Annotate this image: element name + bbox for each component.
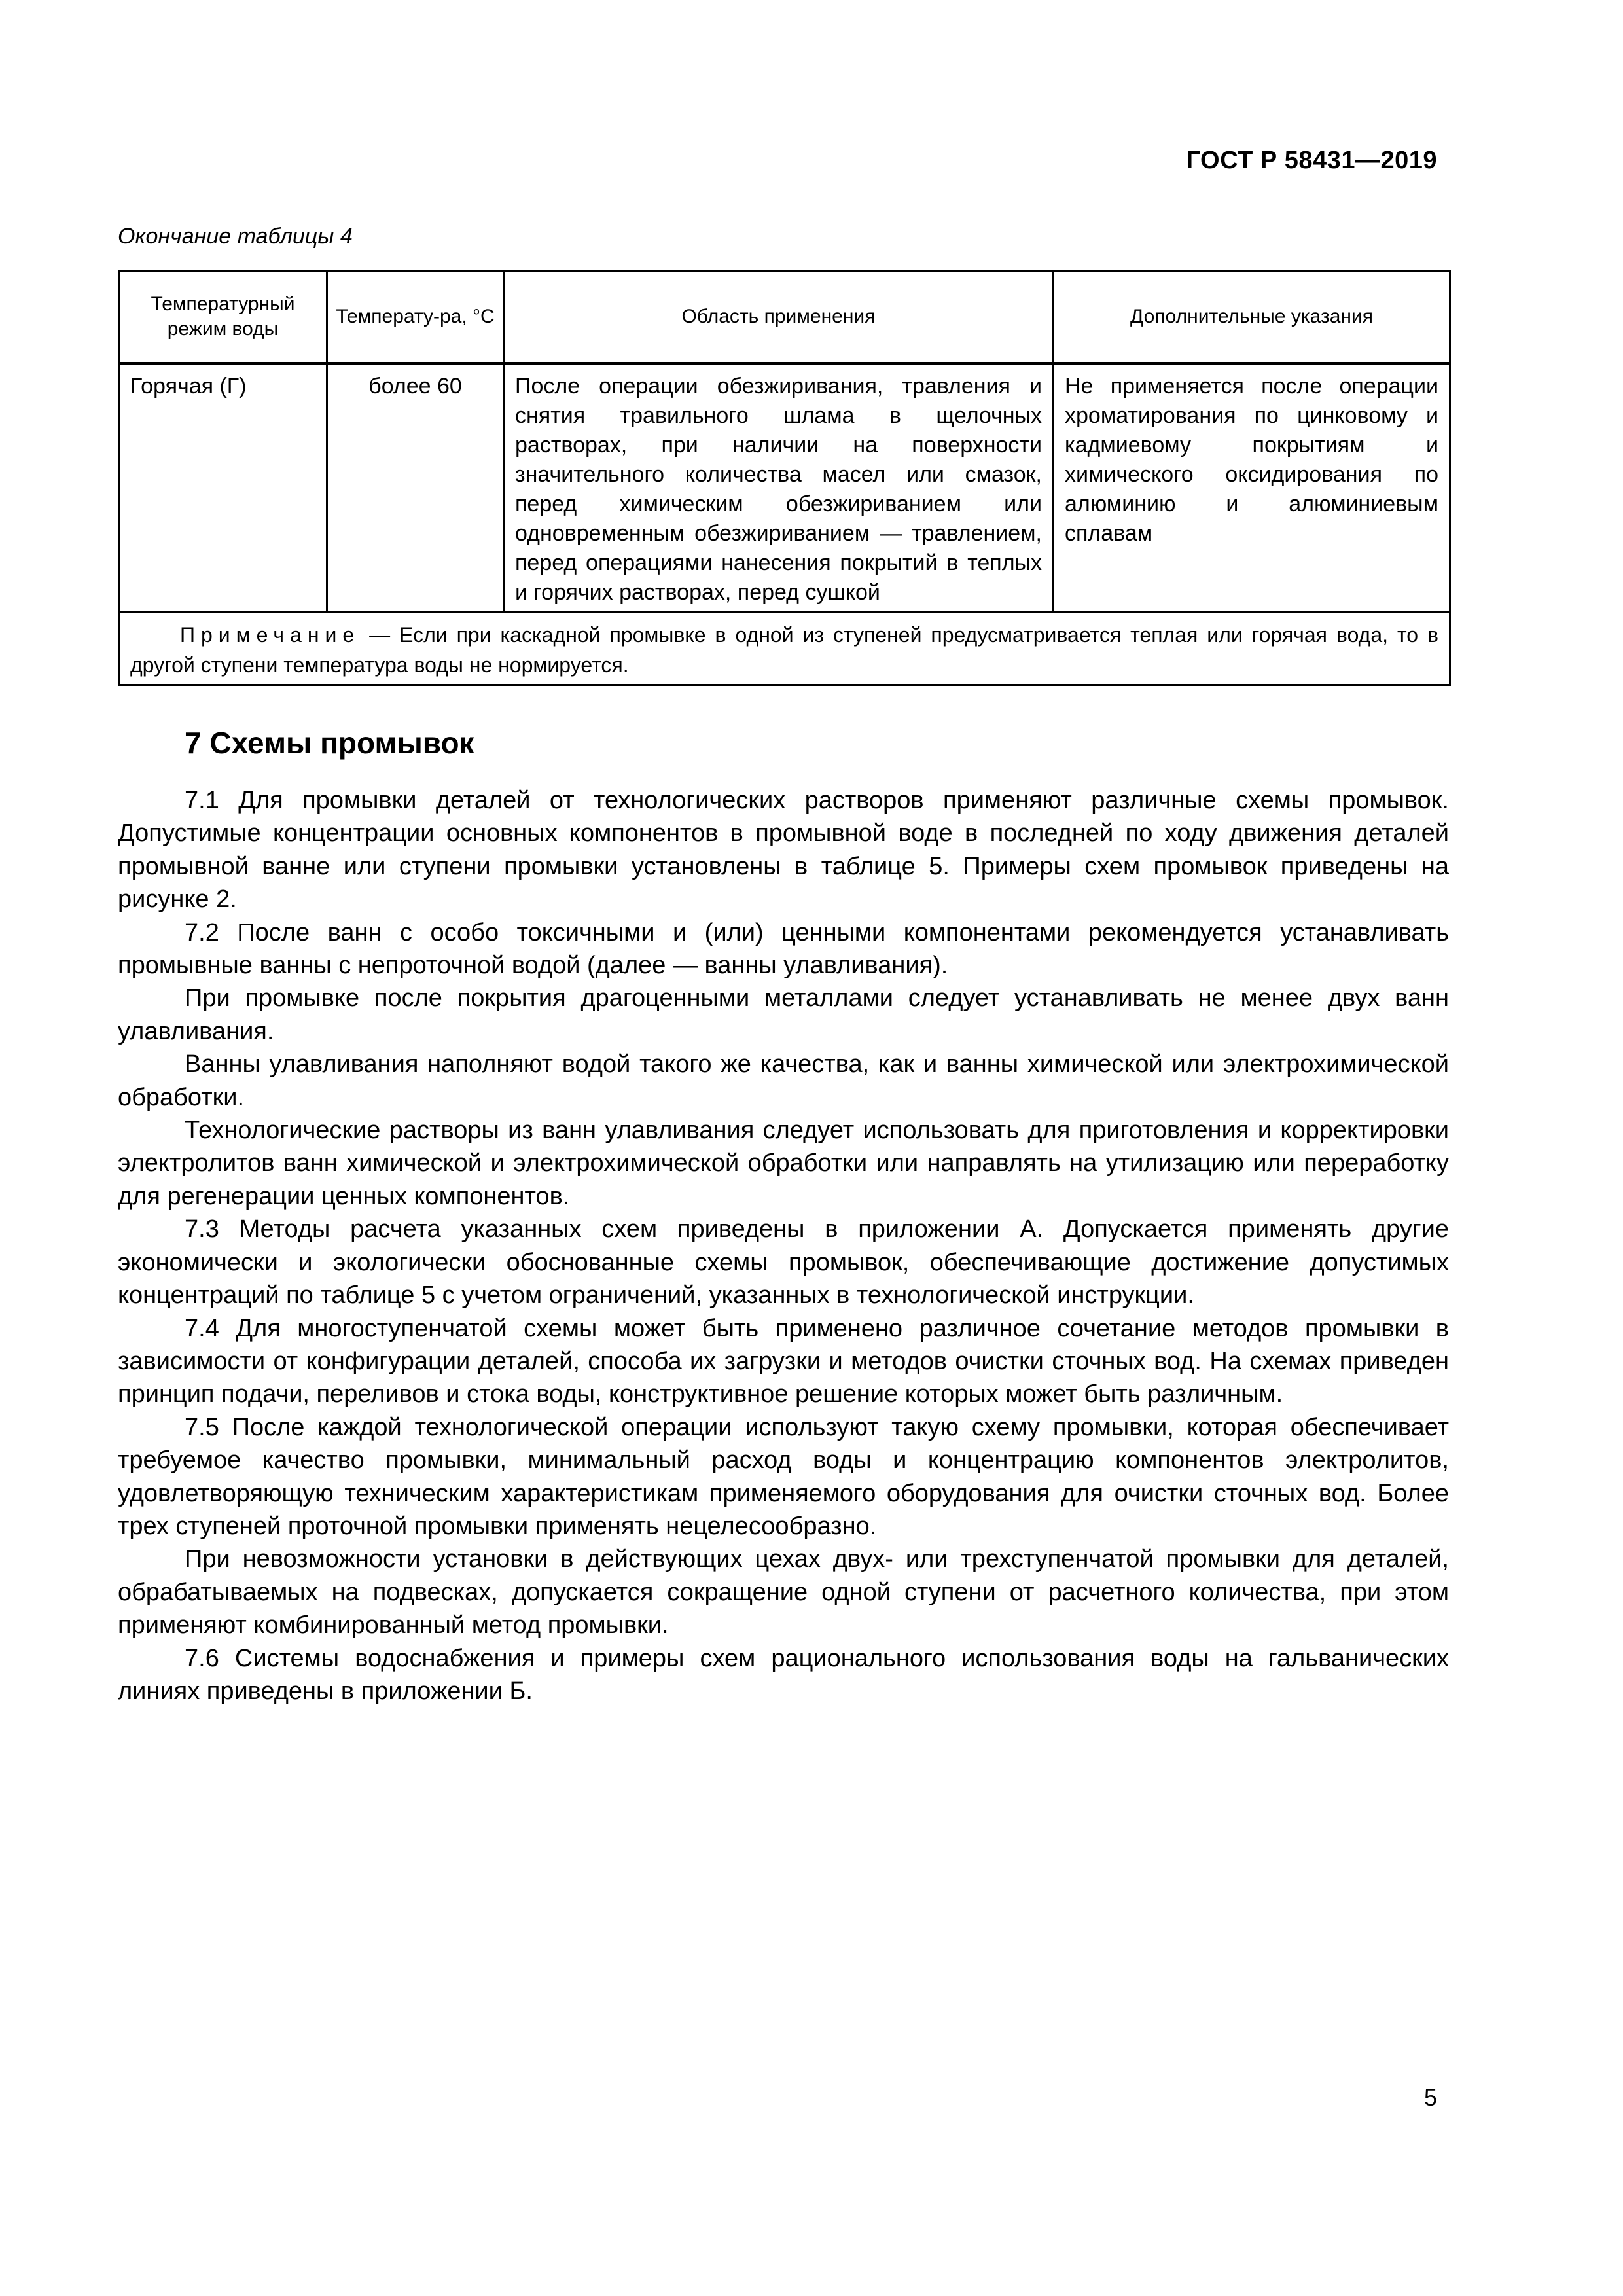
paragraph: 7.6 Системы водоснабжения и примеры схем рационального использования воды на гальванических линиях приведены в приложении Б. [118, 1644, 1449, 1705]
paragraph: 7.1 Для промывки деталей от технологических растворов применяют различные схемы промывок. Допустимые концентрации основных компонентов в промывной воде в последней по ходу движения деталей промывной ванне или ступени промывки установлены в таблице 5. Примеры схем промывок приведены на рисунке 2. [118, 787, 1449, 914]
paragraph: 7.4 Для многоступенчатой схемы может быть применено различное сочетание методов промывки в зависимости от конфигурации деталей, способа их загрузки и методов очистки сточных вод. На схемах приведен принцип подачи, переливов и стока воды, конструктивное решение которых может быть различным. [118, 1314, 1449, 1408]
paragraph: Ванны улавливания наполняют водой такого же качества, как и ванны химической или электрохимической обработки. [118, 1050, 1449, 1111]
section-title: 7 Схемы промывок [185, 726, 474, 760]
paragraph: При невозможности установки в действующих цехах двух- или трехступенчатой промывки для деталей, обрабатываемых на подвесках, допускается сокращение одной ступени от расчетного количества, при этом применяют комбинированный метод промывки. [118, 1545, 1449, 1640]
column-header-application: Область применения [504, 271, 1054, 364]
table-header-row [119, 271, 1450, 364]
cell-notes: Не применяется после операции хроматирования по цинковому и кадмиевому покрытиям и химического оксидирования по алюминию и алюминиевым сплавам [1054, 364, 1450, 613]
note-label: Примечание [180, 623, 361, 647]
note-text: — Если при каскадной промывке в одной из ступеней предусматривается теплая или горячая вода, то в другой ступени температура воды не нормируется. [130, 623, 1438, 677]
paragraph: 7.3 Методы расчета указанных схем приведены в приложении А. Допускается применять другие экономически и экологически обоснованные схемы промывок, обеспечивающие достижение допустимых концентраций по таблице 5 с учетом ограничений, указанных в технологической инструкции. [118, 1215, 1449, 1310]
column-header-notes: Дополнительные указания [1054, 271, 1450, 364]
paragraph: При промывке после покрытия драгоценными металлами следует устанавливать не менее двух ванн улавливания. [118, 984, 1449, 1045]
page-number: 5 [1423, 2084, 1437, 2111]
column-header-temperature: Температу-ра, °С [327, 271, 504, 364]
paragraph: 7.5 После каждой технологической операции используют такую схему промывки, которая обеспечивает требуемое качество промывки, минимальный расход воды и концентрацию компонентов электролитов, удовлетворяющую техническим характеристикам применяемого оборудования для очистки сточных вод. Более трех ступеней проточной промывки применять нецелесообразно. [118, 1413, 1449, 1540]
paragraph: 7.2 После ванн с особо токсичными и (или) ценными компонентами рекомендуется устанавливать промывные ванны с непроточной водой (далее — ванны улавливания). [118, 918, 1449, 980]
paragraph: Технологические растворы из ванн улавливания следует использовать для приготовления и корректировки электролитов ванн химической и электрохимической обработки или направлять на утилизацию или переработку для регенерации ценных компонентов. [118, 1117, 1449, 1210]
section-body [118, 784, 1449, 1708]
document-standard-code: ГОСТ Р 58431—2019 [1186, 147, 1437, 174]
table-note [119, 613, 1450, 685]
column-header-mode: Температурный режим воды [119, 271, 327, 364]
table-note-row [119, 613, 1450, 685]
table-row [119, 364, 1450, 613]
cell-application: После операции обезжиривания, травления и снятия травильного шлама в щелочных растворах, при наличии на поверхности значительного количества масел или смазок, перед химическим обезжириванием или одновременным обезжириванием — травлением, перед операциями нанесения покрытий в теплых и горячих растворах, перед сушкой [504, 364, 1054, 613]
water-temperature-table [118, 270, 1451, 686]
table-caption: Окончание таблицы 4 [118, 224, 353, 249]
cell-temperature: более 60 [327, 364, 504, 613]
cell-mode: Горячая (Г) [119, 364, 327, 613]
